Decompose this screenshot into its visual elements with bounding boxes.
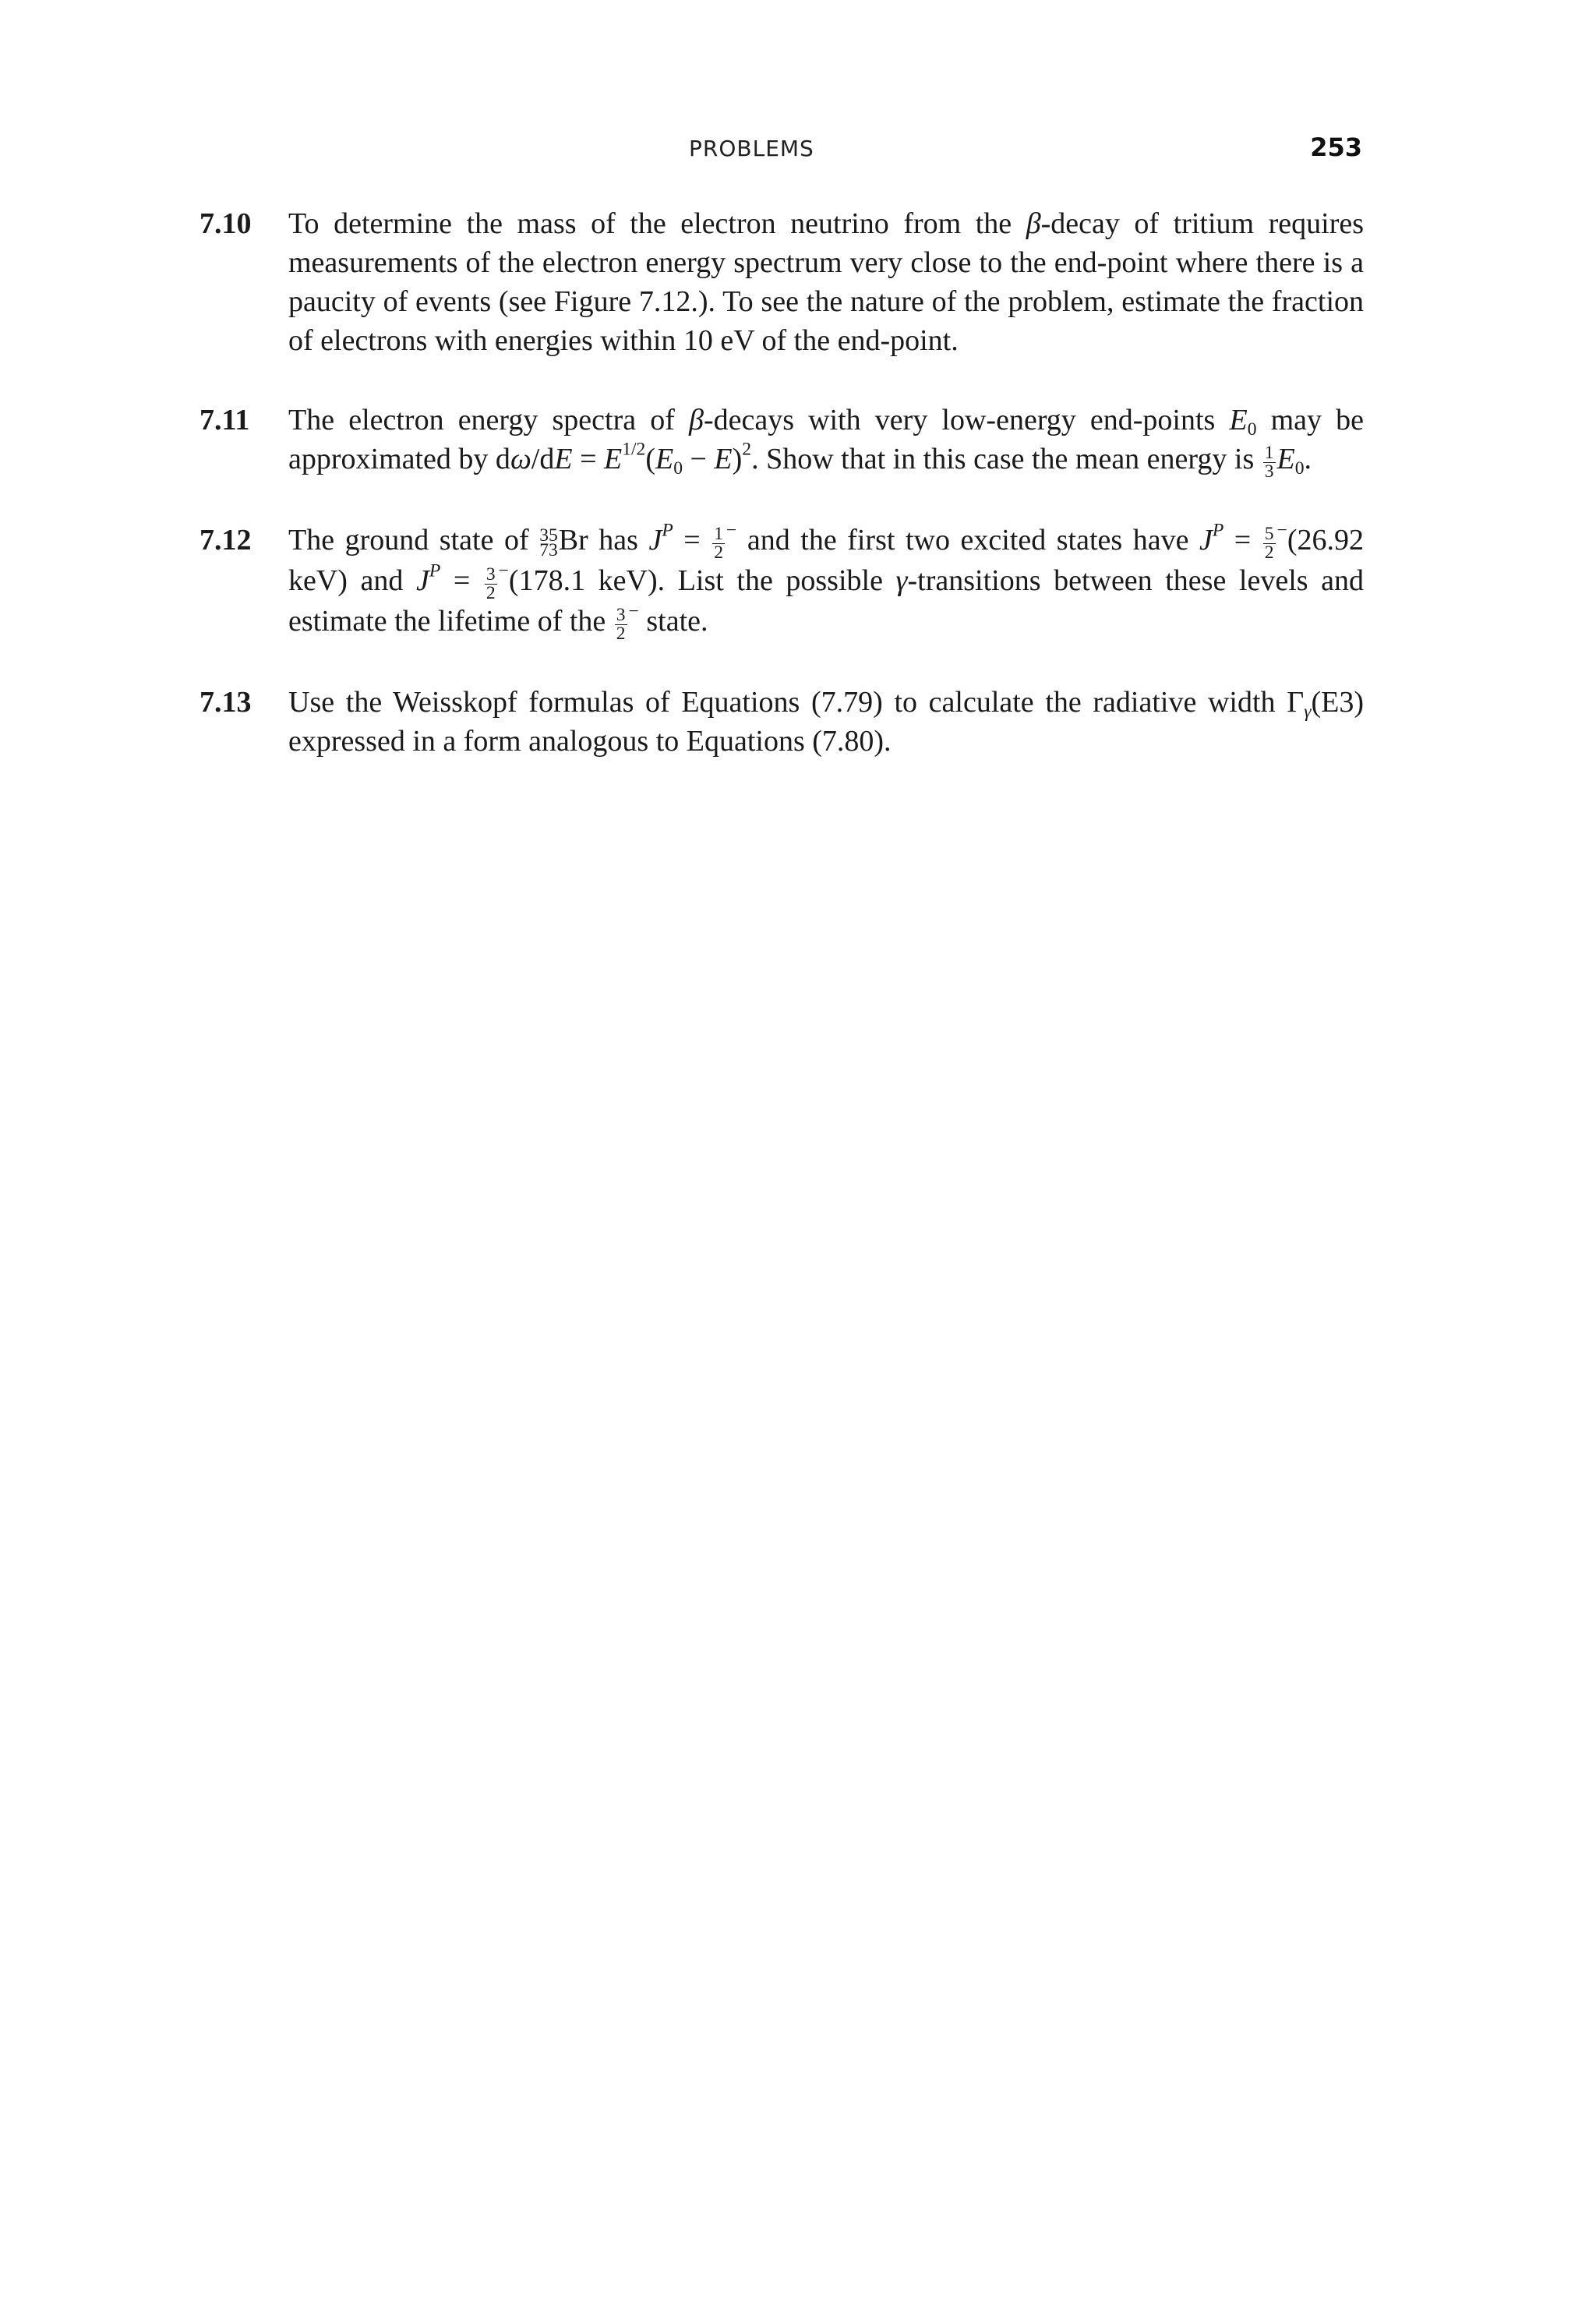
problem-7-10	[200, 204, 1364, 360]
running-head: PROBLEMS	[689, 136, 814, 161]
fraction-half: $\frac{1}{2}$	[714, 524, 724, 563]
problem-text: The electron energy spectra of β-decays with very low-energy end-points $E_0$ may be approximated by $d\omega/dE = E^{1/2}(E_0 - E)^2$. Show that in this case the mean energy is $\frac{1}{3}$ $E_0$.	[288, 404, 1365, 482]
problem-number: 7.11	[200, 404, 250, 436]
beta-symbol: β	[1026, 207, 1041, 240]
page-number: 253	[1310, 133, 1362, 162]
fraction-three-halves: $\frac{3}{2}$	[486, 564, 496, 603]
page-header	[0, 133, 1596, 173]
beta-symbol: β	[689, 404, 704, 436]
capital-gamma-symbol: Γ	[1287, 685, 1305, 719]
fraction-one-third: $\frac{1}{3}$	[1264, 443, 1274, 482]
problem-list	[200, 204, 1364, 801]
problem-7-11	[200, 401, 1364, 480]
problem-number: 7.12	[200, 523, 252, 557]
gamma-symbol: γ	[895, 564, 908, 597]
fraction-five-halves: $\frac{5}{2}$	[1264, 524, 1274, 563]
problem-number: 7.13	[200, 685, 252, 719]
problem-text: Use the Weisskopf formulas of Equations (7.79) to calculate the radiative width $\Gamma_\gamma(E3)$ expressed in a form analogous to Equations (7.80).	[288, 685, 1364, 758]
problem-7-13	[200, 683, 1364, 761]
problem-text: To determine the mass of the electron neutrino from the β-decay of tritium requires measurements of the electron energy spectrum very close to the end-point where there is a paucity of events (see Figure 7.12.). To see the nature of the problem, estimate the fraction of electrons with energies within 10 eV of the end-point.	[288, 207, 1364, 357]
problem-number: 7.10	[200, 207, 252, 240]
nuclide-label: 35 73	[539, 525, 558, 561]
fraction-three-halves: $\frac{3}{2}$	[616, 605, 626, 644]
problem-text: The ground state of 35 73 Br has $J^P$ = $\frac{1}{2}$ − and the first two excited states have $J^P$ = $\frac{5}{2}$ −(26.92 keV) and $J^P$ = $\frac{3}{2}$ −(178.1 keV). List the possible γ-transitions between these levels and estimate the lifetime of the $\frac{3}{2}$ − state.	[288, 520, 1364, 644]
problem-7-12	[200, 521, 1364, 642]
omega-symbol: ω	[510, 443, 531, 475]
